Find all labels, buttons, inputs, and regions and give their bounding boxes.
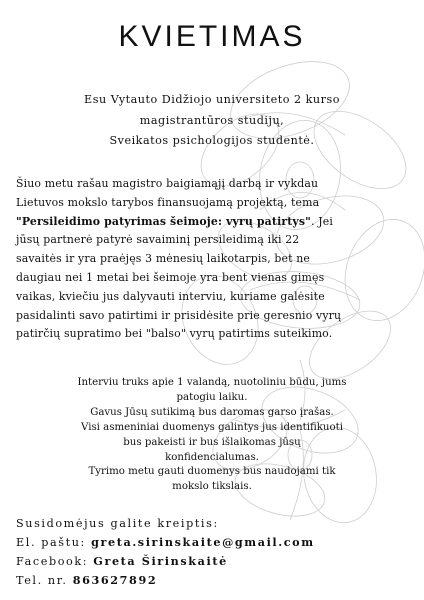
info-line: Visi asmeniniai duomenys galintys jus identifikuoti xyxy=(81,421,343,433)
phone-label: Tel. nr. xyxy=(16,574,73,587)
info-line: konfidencialumas. xyxy=(165,451,259,463)
info-line: mokslo tikslais. xyxy=(172,481,252,493)
page-title: KVIETIMAS xyxy=(118,20,306,53)
interview-info xyxy=(20,376,404,495)
body-line: Šiuo metu rašau magistro baigiamąjį darbą ir vykdau xyxy=(16,177,319,190)
body-line: jūsų partnerė patyrė savaiminį persileidimą iki 22 xyxy=(16,233,300,247)
intro-line: Sveikatos psichologijos studentė. xyxy=(109,134,315,147)
body-line: daugiau nei 1 metai bei šeimoje yra bent vienas gimęs xyxy=(16,270,325,284)
body-line xyxy=(16,213,412,232)
info-line: Tyrimo metu gauti duomenys bus naudojami tik xyxy=(88,466,336,478)
phone-value: 863627892 xyxy=(72,573,158,587)
phone-row xyxy=(16,571,416,590)
facebook-row xyxy=(16,552,416,571)
intro-paragraph xyxy=(20,90,404,152)
body-line: pasidalinti savo patirtimi ir prisidėsite prie geresnio vyrų xyxy=(16,308,342,322)
body-text: . Jei xyxy=(311,214,333,228)
body-line: Lietuvos mokslo tarybos finansuojamą projektą, tema xyxy=(16,195,320,209)
body-line: patirčių supratimo bei "balso" vyrų patirtims suteikimo. xyxy=(16,327,333,341)
facebook-value: Greta Širinskaitė xyxy=(93,554,228,568)
info-line: patogiu laiku. xyxy=(176,391,248,403)
contact-heading: Susidomėjus galite kreiptis: xyxy=(16,517,219,530)
info-line: Interviu truks apie 1 valandą, nuotoliniu būdu, jums xyxy=(77,377,347,388)
email-row xyxy=(16,533,416,552)
intro-line: magistrantūros studijų, xyxy=(139,113,285,127)
intro-line: Esu Vytauto Didžiojo universiteto 2 kurso xyxy=(84,93,340,106)
contact-section xyxy=(16,514,416,590)
facebook-label: Facebook: xyxy=(16,555,94,568)
body-line: savaitės ir yra praėjęs 3 mėnesių laikotarpis, bet ne xyxy=(16,252,311,266)
body-line: vaikas, kviečiu jus dalyvauti interviu, kuriame galėsite xyxy=(16,289,325,303)
project-topic: "Persileidimo patyrimas šeimoje: vyrų patirtys" xyxy=(16,214,312,228)
email-label: El. paštu: xyxy=(16,536,92,549)
email-value: greta.sirinskaite@gmail.com xyxy=(91,535,315,549)
info-line: Gavus Jūsų sutikimą bus daromas garso įrašas. xyxy=(90,406,334,418)
invitation-body xyxy=(16,175,412,344)
info-line: bus pakeisti ir bus išlaikomas jūsų xyxy=(123,436,301,448)
